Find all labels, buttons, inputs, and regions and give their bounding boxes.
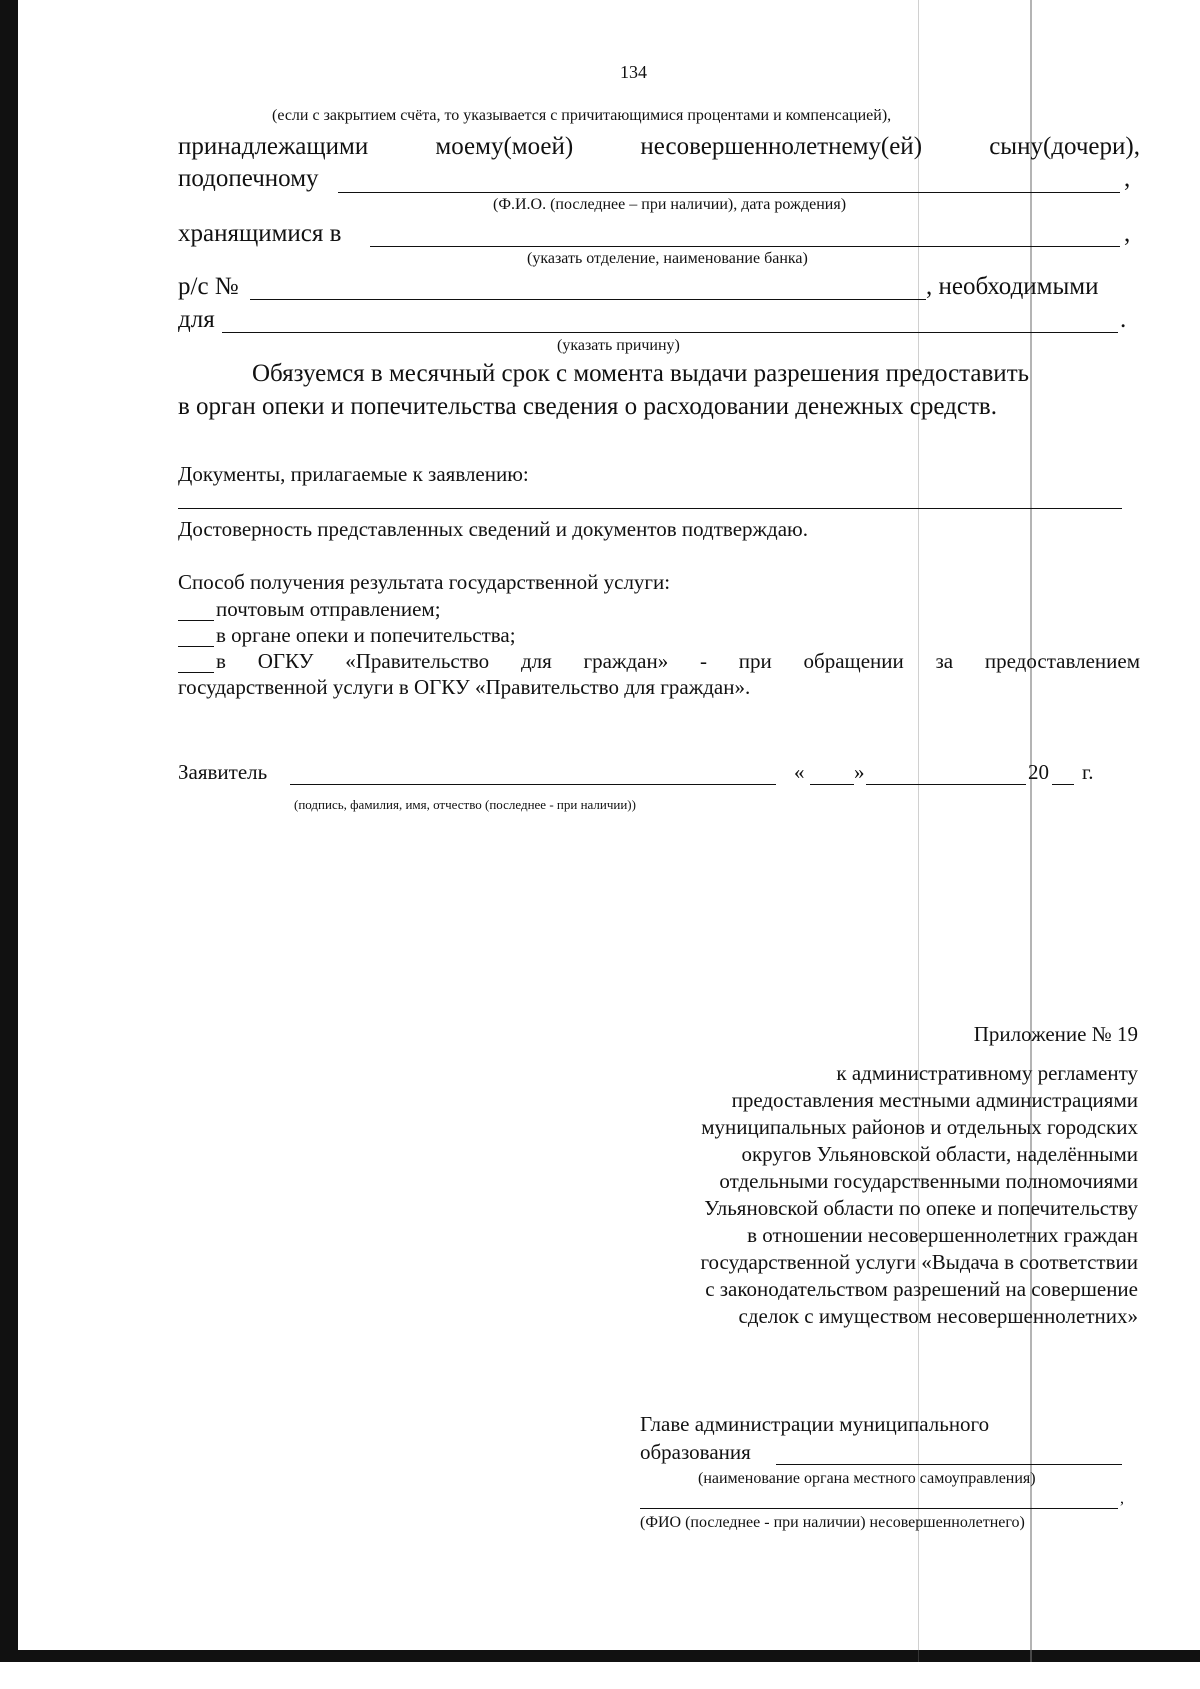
owner-line — [178, 133, 1140, 161]
applicant-hint: (подпись, фамилия, имя, отчество (последнее - при наличии)) — [294, 797, 636, 812]
account-suffix: , необходимыми — [926, 273, 1099, 300]
appendix-line: в отношении несовершеннолетних граждан — [747, 1223, 1138, 1247]
obligation-line1: Обязуемся в месячный срок с момента выдачи разрешения предоставить — [252, 360, 1030, 387]
scan-artifact-line — [1030, 0, 1032, 1662]
ward-hint: (Ф.И.О. (последнее – при наличии), дата рождения) — [493, 196, 847, 213]
method-checkbox-mail[interactable] — [178, 620, 214, 621]
stored-hint: (указать отделение, наименование банка) — [527, 250, 808, 267]
comma: , — [1124, 165, 1131, 192]
word: «Правительство — [345, 649, 490, 673]
applicant-signature-line[interactable] — [290, 784, 776, 785]
method-option-ogku-line2: государственной услуги в ОГКУ «Правительство для граждан». — [178, 675, 751, 699]
year-suffix: г. — [1082, 760, 1094, 784]
scan-border-left — [0, 0, 18, 1662]
appendix-title: Приложение № 19 — [973, 1022, 1138, 1046]
owner-word: сыну(дочери), — [989, 133, 1140, 160]
applicant-label: Заявитель — [178, 760, 268, 784]
date-day-line[interactable] — [810, 784, 854, 785]
stored-label: хранящимися в — [178, 220, 342, 247]
owner-word: несовершеннолетнему(ей) — [640, 133, 923, 160]
purpose-fill-line[interactable] — [222, 332, 1118, 333]
bank-fill-line[interactable] — [370, 246, 1120, 247]
documents-label: Документы, прилагаемые к заявлению: — [178, 462, 529, 486]
addressee-line2: образования — [640, 1440, 751, 1464]
date-close-quote: » — [854, 760, 865, 784]
organ-fill-line[interactable] — [776, 1464, 1122, 1465]
comma: , — [1120, 1490, 1124, 1507]
scan-border-bottom — [0, 1650, 1200, 1662]
period: . — [1120, 306, 1127, 333]
purpose-hint: (указать причину) — [557, 337, 680, 354]
ward-label: подопечному — [178, 165, 319, 192]
method-option-mail: почтовым отправлением; — [216, 597, 441, 621]
word: - — [700, 649, 707, 673]
word: для — [520, 649, 552, 673]
appendix-line: отдельными государственными полномочиями — [719, 1169, 1138, 1193]
word: ОГКУ — [257, 649, 314, 673]
word: в — [216, 649, 226, 673]
date-open-quote: « — [794, 760, 805, 784]
word: за — [935, 649, 954, 673]
obligation-line2: в орган опеки и попечительства сведения о расходовании денежных средств. — [178, 393, 997, 420]
owner-word: принадлежащими — [178, 133, 369, 160]
minor-name-fill-line[interactable] — [640, 1508, 1118, 1509]
top-note: (если с закрытием счёта, то указывается с причитающимися процентами и компенсацией), — [272, 107, 892, 124]
documents-fill-line[interactable] — [178, 508, 1122, 509]
appendix-line: округов Ульяновской области, наделёнными — [741, 1142, 1138, 1166]
date-year-line[interactable] — [1052, 784, 1074, 785]
word: при — [738, 649, 772, 673]
method-option-ogku — [216, 649, 1140, 674]
page-number: 134 — [620, 62, 647, 82]
method-option-office: в органе опеки и попечительства; — [216, 623, 516, 647]
appendix-line: государственной услуги «Выдача в соответствии — [700, 1250, 1138, 1274]
word: обращении — [803, 649, 904, 673]
method-title: Способ получения результата государственной услуги: — [178, 570, 671, 594]
addressee-line1: Главе администрации муниципального — [640, 1412, 990, 1436]
appendix-line: к административному регламенту — [836, 1061, 1138, 1085]
addressee-hint1: (наименование органа местного самоуправления) — [698, 1470, 1036, 1487]
method-checkbox-ogku[interactable] — [178, 672, 214, 673]
word: граждан» — [583, 649, 669, 673]
owner-word: моему(моей) — [435, 133, 574, 160]
appendix-line: Ульяновской области по опеке и попечительству — [704, 1196, 1138, 1220]
purpose-label: для — [178, 306, 215, 333]
ward-fill-line[interactable] — [338, 192, 1120, 193]
account-label: р/с № — [178, 273, 239, 300]
addressee-hint2: (ФИО (последнее - при наличии) несовершеннолетнего) — [640, 1514, 1025, 1531]
appendix-line: муниципальных районов и отдельных городских — [701, 1115, 1138, 1139]
appendix-line: сделок с имуществом несовершеннолетних» — [738, 1304, 1138, 1328]
appendix-line: предоставления местными администрациями — [731, 1088, 1138, 1112]
appendix-line: с законодательством разрешений на совершение — [705, 1277, 1138, 1301]
account-fill-line[interactable] — [250, 299, 926, 300]
appendix-block — [700, 1060, 1138, 1330]
comma: , — [1124, 220, 1131, 247]
year-prefix: 20 — [1028, 760, 1049, 784]
confirm-text: Достоверность представленных сведений и документов подтверждаю. — [178, 517, 808, 541]
method-checkbox-office[interactable] — [178, 646, 214, 647]
date-month-line[interactable] — [866, 784, 1026, 785]
word: предоставлением — [984, 649, 1140, 673]
